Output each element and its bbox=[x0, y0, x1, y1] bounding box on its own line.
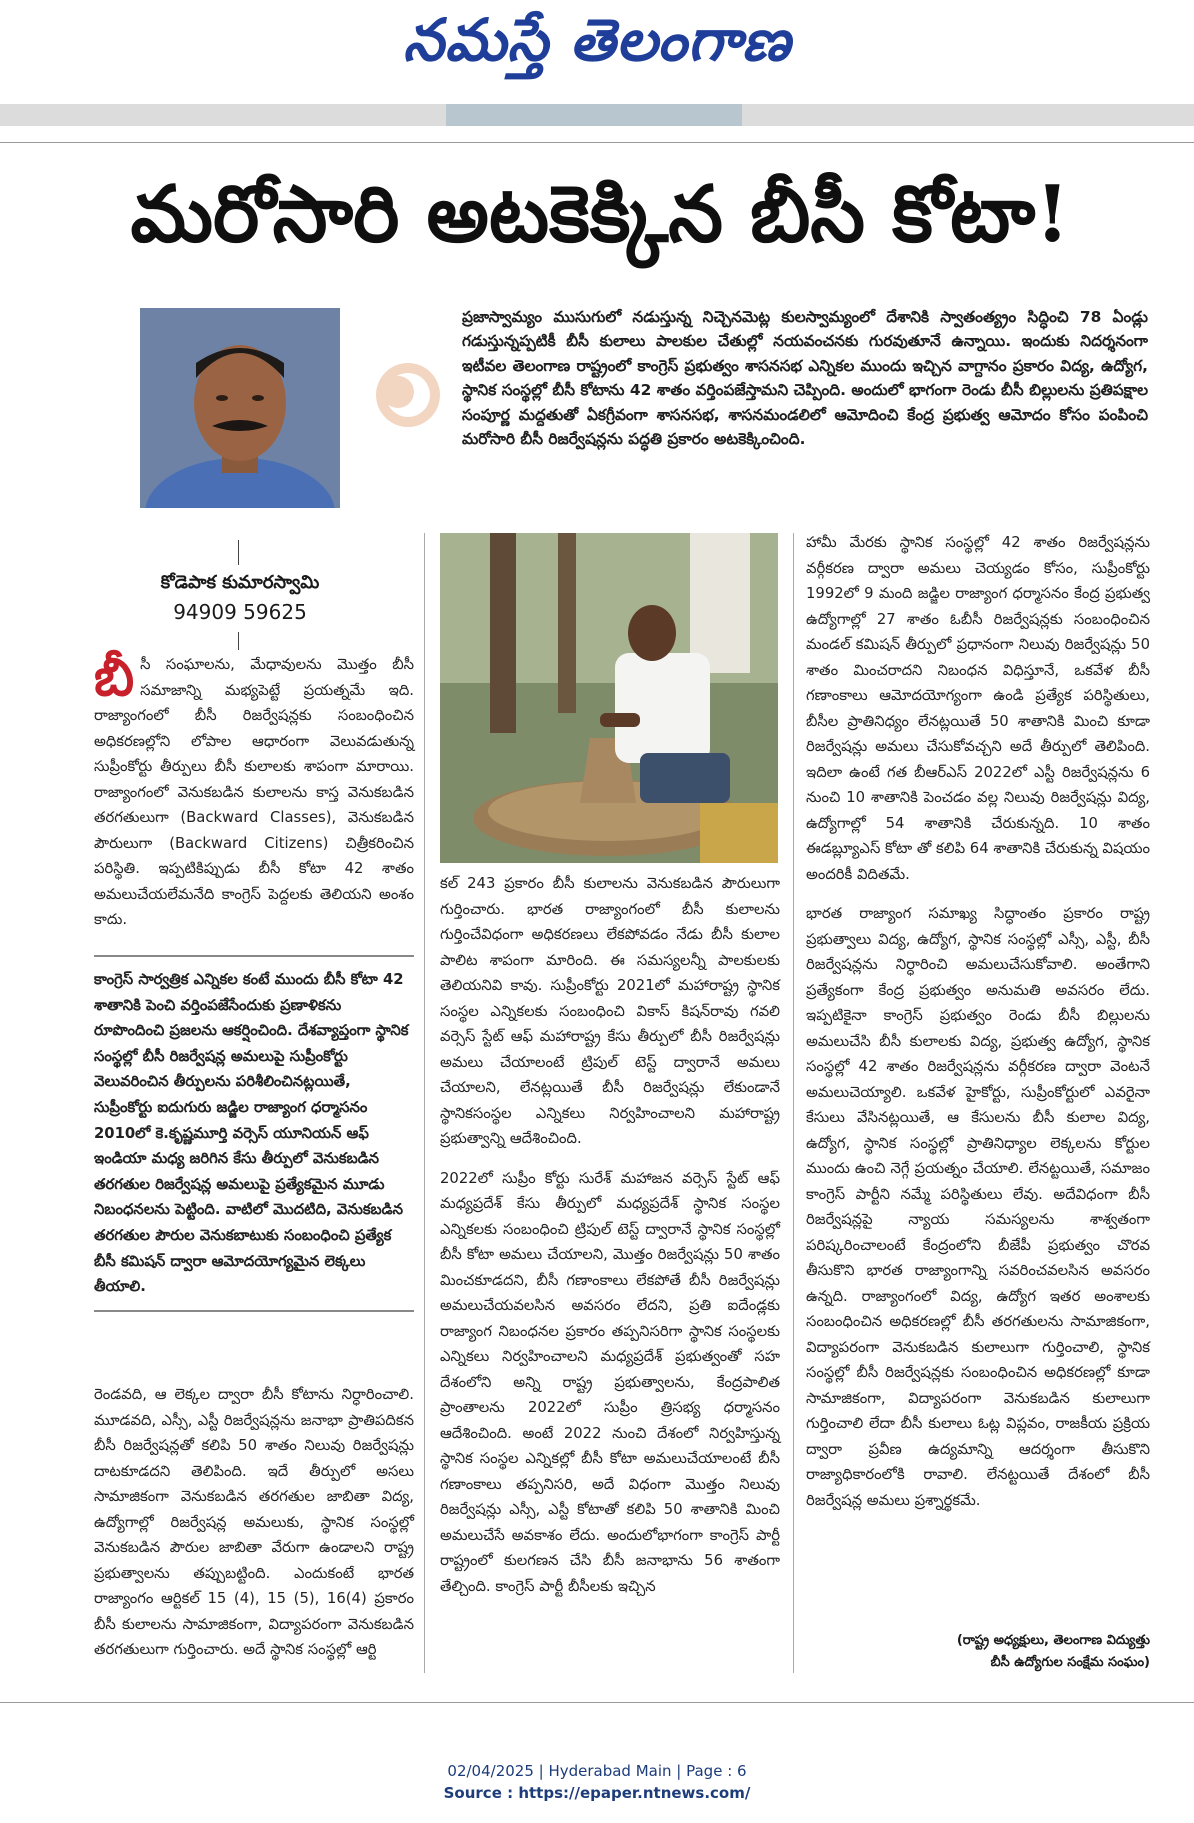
author-photo bbox=[140, 308, 340, 508]
author-divider bbox=[238, 632, 239, 650]
dropcap: బీ bbox=[94, 647, 135, 708]
column-2 bbox=[440, 871, 780, 1613]
col2-paragraph-2: 2022లో సుప్రీం కోర్టు సురేశ్ మహాజన వర్సెస్ స్టేట్ ఆఫ్ మధ్యప్రదేశ్ కేసు తీర్పులో మధ్యప్రదేశ్ స్థానిక సంస్థల ఎన్నికలకు సంబంధించి ట్రిపుల్ టెస్ట్ ద్వారానే స్థానిక సంస్థల్లో బీసీ కోటా అమలు చేయాలని, మొత్తం రిజర్వేషన్లు 50 శాతం మించకూడదని, బీసీ గణాంకాలు లేకపోతే బీసీ రిజర్వేషన్లు అమలుచేయవలసిన అవసరం లేదని, ప్రతి ఐదేండ్లకు రాజ్యాంగ నిబంధనల ప్రకారం తప్పనిసరిగా స్థానిక సంస్థలకు ఎన్నికలు నిర్వహించాలని మధ్యప్రదేశ్ ప్రభుత్వంతో సహ దేశంలోని అన్ని రాష్ట్ర ప్రభుత్వాలను, కేంద్రపాలిత ప్రాంతాలను 2022లో సుప్రీం త్రిసభ్య ధర్మాసనం ఆదేశించింది. అంటే 2022 నుంచి దేశంలో నిర్వహిస్తున్న స్థానిక సంస్థల ఎన్నికల్లో బీసీ కోటా అమలుచేయాలంటే బీసీ గణాంకాలు తప్పనిసరి, అదే విధంగా మొత్తం నిలువు రిజర్వేషన్లు ఎస్సీ, ఎస్టీ కోటాతో కలిపి 50 శాతానికి మించి అమలుచేసే అవకాశం లేదు. అందులోభాగంగా కాంగ్రెస్ పార్టీ రాష్ట్రంలో కులగణన చేసి బీసీ జనాభాను 56 శాతంగా తేల్చింది. కాంగ్రెస్ పార్టీ బీసీలకు ఇచ్చిన bbox=[440, 1169, 780, 1595]
author-phone: 94909 59625 bbox=[173, 600, 307, 624]
column-divider bbox=[793, 533, 794, 1673]
col3-paragraph-2: భారత రాజ్యాంగ సమాఖ్య సిద్ధాంతం ప్రకారం రాష్ట్ర ప్రభుత్వాలు విద్య, ఉద్యోగ, స్థానిక సంస్థల్లో ఎస్సీ, ఎస్టీ, బీసీ రిజర్వేషన్లను నిర్ధారించి అమలుచేసుకోవాలి. అంతేగాని ప్రత్యేకంగా కేంద్ర ప్రభుత్వం అనుమతి అవసరం లేదు. ఇప్పటికైనా కాంగ్రెస్ ప్రభుత్వం రెండు బీసీ బిల్లులను అమలుచేసి బీసీ కులాలకు విద్య, ప్రభుత్వ ఉద్యోగ, స్థానిక సంస్థల్లో 42 శాతం రిజర్వేషన్లను వర్గీకరణ ద్వారా వెంటనే అమలుచెయ్యాలి. ఒకవేళ హైకోర్టు, సుప్రీంకోర్టులో ఎవరైనా కేసులు వేసినట్లయితే, ఆ కేసులను బీసీ కులాల విద్య, ఉద్యోగ, స్థానిక సంస్థల్లో ప్రాతినిధ్యాల లెక్కలను కోర్టుల ముందు ఉంచి నెగ్గే ప్రయత్నం చేయాలి. లేనట్టయితే, సమాజం కాంగ్రెస్ పార్టీని నమ్మే పరిస్థితులు లేవు. అదేవిధంగా బీసీ రిజర్వేషన్లపై న్యాయ సమస్యలను శాశ్వతంగా పరిష్కరించాలంటే కేంద్రంలోని బీజేపీ ప్రభుత్వం చొరవ తీసుకొని భారత రాజ్యాంగాన్ని సవరించవలసిన అవసరం ఉన్నది. రాజ్యాంగంలో విద్య, ఉద్యోగ ఇతర అంశాలకు సంబంధించిన అధికరణల్లో బీసీ తరగతులను సామాజికంగా, విద్యాపరంగా వెనుకబడిన కులాలుగా గుర్తించాలి, స్థానిక సంస్థల్లో బీసీ రిజర్వేషన్లకు సంబంధించిన అధికరణల్లో కూడా సామాజికంగా, విద్యాపరంగా వెనుకబడిన కులాలుగా గుర్తించాలి లేదా బీసీ కులాలు ఓట్ల విప్లవం, రాజకీయ ప్రక్రియ ద్వారా ప్రవీణ ఉద్యమాన్ని ఆదర్శంగా తీసుకొని రాజ్యాధికారంలోకి రావాలి. లేనట్టయితే దేశంలో బీసీ రిజర్వేషన్ల అమలు ప్రశ్నార్థకమే. bbox=[806, 905, 1150, 1509]
column-divider bbox=[424, 533, 425, 1673]
header-rule bbox=[0, 142, 1194, 143]
footer-source-link[interactable]: Source : https://epaper.ntnews.com/ bbox=[443, 1784, 751, 1802]
column-1-continued bbox=[94, 1382, 414, 1677]
col3-paragraph-1: హామీ మేరకు స్థానిక సంస్థల్లో 42 శాతం రిజర్వేషన్లను వర్గీకరణ ద్వారా అమలు చెయ్యడం కోసం, సుప్రీంకోర్టు 1992లో 9 మంది జడ్జిల రాజ్యాంగ ధర్మాసనం కేంద్ర ప్రభుత్వ ఉద్యోగాల్లో 27 శాతం ఓబీసీ రిజర్వేషన్లకు సంబంధించిన మండల్ కమిషన్ తీర్పులో ప్రధానంగా నిలువు రిజర్వేషన్లు 50 శాతం మించరాదని నిబంధన విధిస్తూనే, ఒకవేళ బీసీ గణాంకాలు ఆమోదయోగ్యంగా ఉండి ప్రత్యేక పరిస్థితులు, బీసీల ప్రాతినిధ్యం లేనట్లయితే 50 శాతానికి మించి కూడా రిజర్వేషన్లు అమలు చేసుకోవచ్చని అదే తీర్పులో తెలిపింది. ఇదిలా ఉంటే గత బీఆర్‌ఎస్ 2022లో ఎస్టీ రిజర్వేషన్లను 6 నుంచి 10 శాతానికి పెంచడం వల్ల నిలువు రిజర్వేషన్లు విద్య, ఉద్యోగాల్లో 54 శాతానికి చేరుకున్నది. 10 శాతం ఈడబ్ల్యూఎస్ కోటా తో కలిపి 64 శాతానికి చేరుకున్న విషయం అందరికీ విదితమే. bbox=[806, 534, 1150, 883]
pull-quote: కాంగ్రెస్ సార్వత్రిక ఎన్నికల కంటే ముందు బీసీ కోటా 42 శాతానికి పెంచి వర్తింపజేసేందుకు ప్రణాళికను రూపొందించి ప్రజలను ఆకర్షించింది. దేశవ్యాప్తంగా స్థానిక సంస్థల్లో బీసీ రిజర్వేషన్ల అమలుపై సుప్రీంకోర్టు వెలువరించిన తీర్పులను పరిశీలించినట్లయితే, సుప్రీంకోర్టు ఐదుగురు జడ్జిల రాజ్యాంగ ధర్మాసనం 2010లో కె.కృష్ణమూర్తి వర్సెస్ యూనియన్ ఆఫ్ ఇండియా మధ్య జరిగిన కేసు తీర్పులో వెనుకబడిన తరగతుల రిజర్వేషన్ల అమలుపై ప్రత్యేకమైన మూడు నిబంధనలను పెట్టింది. వాటిలో మొదటిది, వెనుకబడిన తరగతుల పౌరుల వెనుకబాటుకు సంబంధించి ప్రత్యేక బీసీ కమిషన్ ద్వారా ఆమోదయోగ్యమైన లెక్కలు తీయాలి. bbox=[94, 955, 414, 1312]
article-intro: ప్రజాస్వామ్యం ముసుగులో నడుస్తున్న నిచ్చెనమెట్ల కులస్వామ్యంలో దేశానికి స్వాతంత్య్రం సిద్ధించి 78 ఏండ్లు గడుస్తున్నప్పటికీ బీసీ కులాలు పాలకుల చేతుల్లో నయవంచనకు గురవుతూనే ఉన్నాయి. ఇందుకు నిదర్శనంగా ఇటీవల తెలంగాణ రాష్ట్రంలో కాంగ్రెస్ ప్రభుత్వం శాసనసభ ఎన్నికల ముందు ఇచ్చిన వాగ్దానం ప్రకారం విద్య, ఉద్యోగ, స్థానిక సంస్థల్లో బీసీ కోటాను 42 శాతం వర్తింపజేస్తామని చెప్పింది. అందులో భాగంగా రెండు బీసీ బిల్లులను ప్రతిపక్షాల సంపూర్ణ మద్దతుతో ఏకగ్రీవంగా శాసనసభ, శాసనమండలిలో ఆమోదించి కేంద్ర ప్రభుత్వ ఆమోదం కోసం పంపించి మరోసారి బీసీ రిజర్వేషన్లను పద్ధతి ప్రకారం అటకెక్కించింది. bbox=[462, 308, 1148, 449]
col2-paragraph-1: కల్ 243 ప్రకారం బీసీ కులాలను వెనుకబడిన పౌరులుగా గుర్తించారు. భారత రాజ్యాంగంలో బీసీ కులాలను గుర్తించేవిధంగా అధికరణలు లేకపోవడం నేడు బీసీ కులాల పాలిట శాపంగా మారింది. ఈ సమస్యలన్నీ పాలకులకు తెలియనివి కావు. సుప్రీంకోర్టు 2021లో మహారాష్ట్ర స్థానిక సంస్థల ఎన్నికలకు సంబంధించి వికాస్ కిషన్‌రావు గవలి వర్సెస్ స్టేట్ ఆఫ్ మహారాష్ట్ర కేసు తీర్పులో బీసీ రిజర్వేషన్లు అమలు చేయాలంటే ట్రిపుల్ టెస్ట్ ద్వారానే అమలు చేయాలని, లేనట్లయితే బీసీ రిజర్వేషన్లు లేకుండానే స్థానికసంస్థల ఎన్నికలు నిర్వహించాలని మహారాష్ట్ర ప్రభుత్వాన్ని ఆదేశించింది. bbox=[440, 875, 780, 1147]
column-1 bbox=[94, 647, 414, 947]
bottom-rule bbox=[0, 1702, 1194, 1703]
masthead-logo: నమస్తే తెలంగాణ bbox=[403, 6, 791, 74]
author-signature bbox=[806, 1630, 1150, 1674]
col1-paragraph: సీ సంఘాలను, మేధావులను మొత్తం బీసీ సమాజాన్ని మభ్యపెట్టే ప్రయత్నమే ఇది. రాజ్యాంగంలో బీసీ రిజర్వేషన్లకు సంబంధించిన అధికరణల్లోని లోపాల ఆధారంగా వెలువడుతున్న సుప్రీంకోర్టు తీర్పులు బీసీ కులాలకు శాపంగా మారాయి. రాజ్యాంగంలో వెనుకబడిన కులాలను కాస్త వెనుకబడిన తరగతులుగా (Backward Classes), వెనుకబడిన పౌరులుగా (Backward Citizens) చిత్రీకరించిన పరిస్థితి. ఇప్పటికిప్పుడు బీసీ కోటా 42 శాతం అమలుచేయలేమనేది కాంగ్రెస్ పెద్దలకు తెలియని అంశం కాదు. bbox=[94, 656, 414, 928]
article-headline: మరోసారి అటకెక్కిన బీసీ కోటా! bbox=[130, 169, 1070, 260]
footer-edition: 02/04/2025 | Hyderabad Main | Page : 6 bbox=[447, 1762, 747, 1780]
potter-photo bbox=[440, 533, 778, 863]
signature-line-1: (రాష్ట్ర అధ్యక్షులు, తెలంగాణ విద్యుత్తు bbox=[956, 1633, 1150, 1648]
column-3 bbox=[806, 530, 1150, 1527]
header-band-accent bbox=[446, 104, 742, 126]
author-divider bbox=[238, 540, 239, 565]
author-name: కోడెపాక కుమారస్వామి bbox=[160, 572, 320, 593]
signature-line-2: బీసీ ఉద్యోగుల సంక్షేమ సంఘం) bbox=[990, 1655, 1150, 1670]
col1b-paragraph: రెండవది, ఆ లెక్కల ద్వారా బీసీ కోటాను నిర్ధారించాలి. మూడవది, ఎస్సీ, ఎస్టీ రిజర్వేషన్లను జనాభా ప్రాతిపదికన బీసీ రిజర్వేషన్లతో కలిపి 50 శాతం నిలువు రిజర్వేషన్లు దాటకూడదని తెలిపింది. ఇదే తీర్పులో అసలు సామాజికంగా వెనుకబడిన తరగతుల జాబితా విద్య, ఉద్యోగాల్లో రిజర్వేషన్ల అమలుకు, స్థానిక సంస్థల్లో వెనుకబడిన పౌరుల జాబితా వేరుగా ఉండాలని రాష్ట్ర ప్రభుత్వాలను తప్పుబట్టింది. ఎందుకంటే భారత రాజ్యాంగం ఆర్టికల్ 15 (4), 15 (5), 16(4) ప్రకారం బీసీ కులాలను సామాజికంగా, విద్యాపరంగా వెనుకబడిన తరగతులుగా గుర్తించారు. అదే స్థానిక సంస్థల్లో ఆర్టి bbox=[94, 1386, 414, 1658]
masthead bbox=[0, 0, 1194, 90]
page-footer bbox=[0, 1760, 1194, 1804]
quote-mark-graphic bbox=[358, 350, 448, 440]
